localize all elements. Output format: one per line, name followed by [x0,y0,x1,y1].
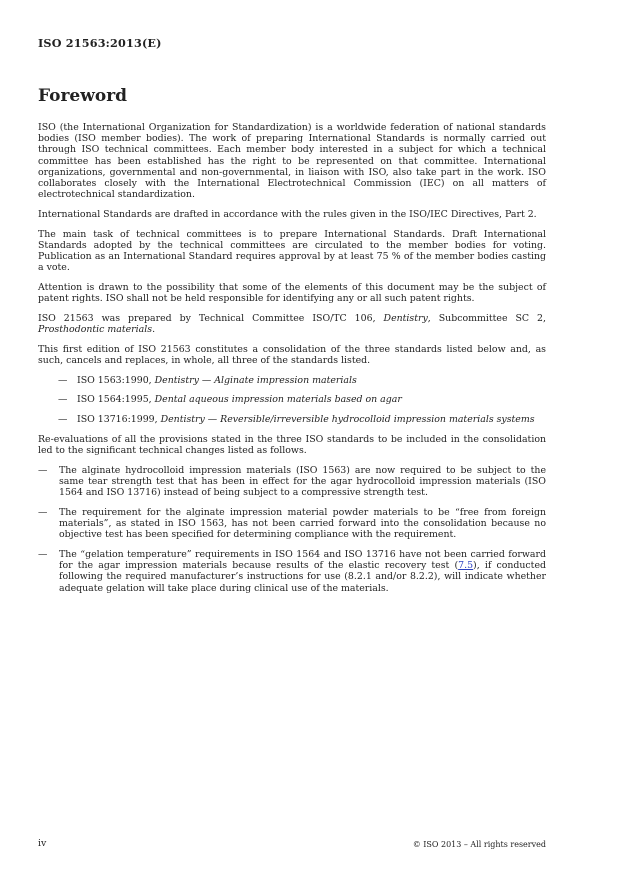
paragraph-patent-rights: Attention is drawn to the possibility that some of the elements of this document may be the subject of patent rights. ISO shall not be held responsible for identifying any or all such patent rights. [38,281,546,305]
paragraph-re-evaluations: Re-evaluations of all the provisions stated in the three ISO standards to be included in the consolidation led to the significant technical changes listed as follows. [38,433,546,456]
standards-list-item: — ISO 13716:1999, Dentistry — Reversible/irreversible hydrocolloid impression materials systems [58,414,535,426]
paragraph-iso-intro: ISO (the International Organization for Standardization) is a worldwide federation of national standards bodies (ISO member bodies). The work of preparing International Standards is normally carried out through ISO technical committees. Each member body interested in a subject for which a technical committee has been established has the right to be represented on that committee. International organizations, governmental and non-governmental, in liaison with ISO, also take part in the work. ISO collaborates closely with the International Electrotechnical Commission (IEC) on all matters of electrotechnical standardization. [38,122,546,201]
paragraph-committees: The main task of technical committees is to prepare International Standards. Draft International Standards adopted by the technical committees are circulated to the member bodies for voting. Publication as an International Standard requires approval by at least 75 % of the member bodies casting a vote. [38,228,546,274]
paragraph-prepared-by: ISO 21563 was prepared by Technical Committee ISO/TC 106, Dentistry, Subcommittee SC 2, Prosthodontic materials. [38,312,546,336]
document-id-header: ISO 21563:2013(E) [38,36,162,50]
change-list-item: — The requirement for the alginate impression material powder materials to be “free from foreign materials”, as stated in ISO 1563, has not been carried forward into the consolidation because no objective test has been specified for determining compliance with the requirement. [38,506,546,541]
foreword-body [38,122,546,602]
copyright-notice: © ISO 2013 – All rights reserved [412,840,546,849]
page-title: Foreword [38,86,128,106]
standards-list-item: — ISO 1564:1995, Dental aqueous impression materials based on agar [58,394,402,406]
standards-list-item: — ISO 1563:1990, Dentistry — Alginate impression materials [58,374,357,386]
page-number: iv [38,838,47,849]
paragraph-directives: International Standards are drafted in accordance with the rules given in the ISO/IEC Directives, Part 2. [38,208,537,220]
document-page [38,0,546,876]
clause-reference-link[interactable]: 7.5 [458,560,474,572]
paragraph-edition: This first edition of ISO 21563 constitutes a consolidation of the three standards listed below and, as such, cancels and replaces, in whole, all three of the standards listed. [38,343,546,366]
change-list-item: — The “gelation temperature” requirements in ISO 1564 and ISO 13716 have not been carried forward for the agar impression materials because results of the elastic recovery test (7.5), if conducted following the required manufacturer’s instructions for use (8.2.1 and/or 8.2.2), will indicate whether adequate gelation will take place during clinical use of the materials. [38,548,546,594]
change-list-item: — The alginate hydrocolloid impression materials (ISO 1563) are now required to be subject to the same tear strength test that has been in effect for the agar hydrocolloid impression materials (ISO 1564 and ISO 13716) instead of being subject to a compressive strength test. [38,464,546,499]
